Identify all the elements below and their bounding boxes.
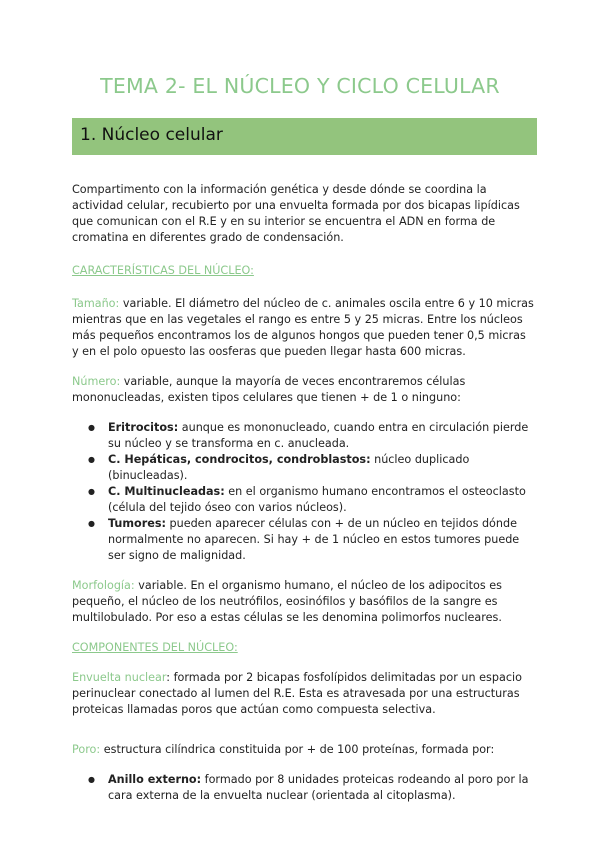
list-item-term: C. Hepáticas, condrocitos, condroblastos:	[108, 453, 371, 466]
list-item-term: Eritrocitos:	[108, 421, 179, 434]
numero-list	[72, 420, 534, 564]
poro-list	[72, 772, 534, 804]
tamano-label: Tamaño:	[72, 297, 120, 310]
morfologia-text: variable. En el organismo humano, el núcleo de los adipocitos es pequeño, el núcleo de los neutrófilos, eosinófilos y basófilos de la sangre es multilobulado. Por eso a estas células se les denomina polimorfos nucleares.	[72, 579, 502, 624]
poro-text: estructura cilíndrica constituida por + de 100 proteínas, formada por:	[100, 743, 495, 756]
numero-text: variable, aunque la mayoría de veces encontraremos células mononucleadas, existen tipos celulares que tienen + de 1 o ninguno:	[72, 375, 466, 404]
list-item	[72, 420, 534, 452]
list-item-text: núcleo duplicado (binucleadas).	[108, 453, 470, 482]
list-item-text: formado por 8 unidades proteicas rodeando al poro por la cara externa de la envuelta nuclear (orientada al citoplasma).	[108, 773, 529, 802]
list-item-term: Anillo externo:	[108, 773, 202, 786]
caracteristicas-heading	[72, 263, 534, 279]
document-body	[72, 182, 534, 804]
caracteristicas-heading-text: CARACTERÍSTICAS DEL NÚCLEO:	[72, 264, 254, 277]
list-item	[72, 484, 534, 516]
list-item-text: aunque es mononucleado, cuando entra en circulación pierde su núcleo y se transforma en c. anucleada.	[108, 421, 529, 450]
poro-paragraph	[72, 742, 534, 758]
list-item-text: pueden aparecer células con + de un núcleo en tejidos dónde normalmente no aparecen. Si hay + de 1 núcleo en estos tumores puede ser signo de malignidad.	[108, 517, 520, 562]
list-item-term: Tumores:	[108, 517, 166, 530]
section-heading-bar	[72, 118, 537, 155]
list-item	[72, 772, 534, 804]
section-heading: 1. Núcleo celular	[80, 125, 223, 145]
list-item-text: en el organismo humano encontramos el osteoclasto (célula del tejido óseo con varios núcleos).	[108, 485, 526, 514]
morfologia-label: Morfología:	[72, 579, 135, 592]
envuelta-paragraph	[72, 670, 534, 718]
list-item-term: C. Multinucleadas:	[108, 485, 225, 498]
componentes-heading	[72, 640, 534, 656]
envuelta-label: Envuelta nuclear	[72, 671, 167, 684]
morfologia-paragraph	[72, 578, 534, 626]
tamano-paragraph	[72, 296, 534, 360]
numero-paragraph	[72, 374, 534, 406]
list-item	[72, 452, 534, 484]
envuelta-text: : formada por 2 bicapas fosfolípidos delimitadas por un espacio perinuclear conectado al lumen del R.E. Esta es atravesada por una estructuras proteicas llamadas poros que actúan como compuesta selectiva.	[72, 671, 522, 716]
poro-label: Poro:	[72, 743, 101, 756]
tamano-text: variable. El diámetro del núcleo de c. animales oscila entre 6 y 10 micras mientras que en las vegetales el rango es entre 5 y 25 micras. Entre los núcleos más pequeños encontramos los de algunos hongos que pueden tener 0,5 micras y en el polo opuesto las oosferas que pueden llegar hasta 600 micras.	[72, 297, 534, 358]
componentes-heading-text: COMPONENTES DEL NÚCLEO:	[72, 641, 238, 654]
document-title: TEMA 2- EL NÚCLEO Y CICLO CELULAR	[100, 74, 500, 98]
list-item	[72, 516, 534, 564]
numero-label: Número:	[72, 375, 121, 388]
intro-paragraph: Compartimento con la información genética y desde dónde se coordina la actividad celular, recubierto por una envuelta formada por dos bicapas lipídicas que comunican con el R.E y en su interior se encuentra el ADN en forma de cromatina en diferentes grado de condensación.	[72, 183, 520, 244]
